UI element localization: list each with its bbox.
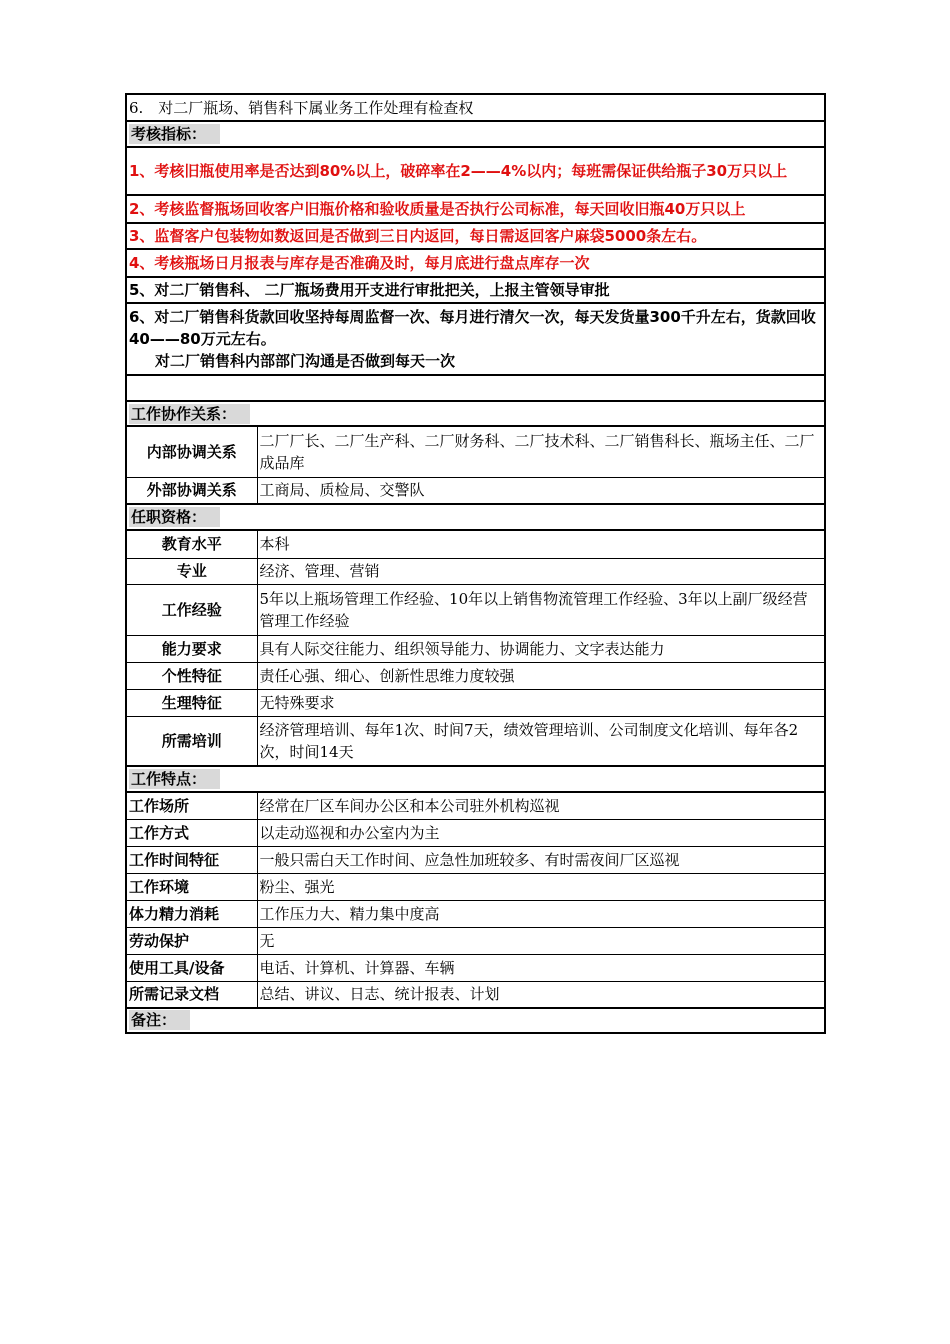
kpi-header: 考核指标： (129, 124, 220, 144)
kpi-row-6 (126, 303, 825, 375)
kpi-row-2 (126, 195, 825, 223)
kpi-header-row (126, 121, 825, 147)
feature-row (126, 954, 825, 981)
kpi-item-3: 3、监督客户包装物如数返回是否做到三日内返回，每日需返回客户麻袋5000条左右。 (126, 223, 825, 249)
feature-value: 一般只需白天工作时间、应急性加班较多、有时需夜间厂区巡视 (257, 846, 825, 873)
internal-coop-value: 二厂厂长、二厂生产科、二厂财务科、二厂技术科、二厂销售科长、瓶场主任、二厂成品库 (257, 426, 825, 477)
qual-row (126, 558, 825, 584)
feature-label: 劳动保护 (126, 927, 257, 954)
qual-value: 责任心强、细心、创新性思维力度较强 (257, 662, 825, 689)
internal-coop-label: 内部协调关系 (126, 426, 257, 477)
qual-value: 本科 (257, 530, 825, 558)
qual-label: 教育水平 (126, 530, 257, 558)
rights-row (126, 94, 825, 121)
feature-row (126, 873, 825, 900)
feature-row (126, 900, 825, 927)
feature-value: 无 (257, 927, 825, 954)
kpi-item-5: 5、对二厂销售科、 二厂瓶场费用开支进行审批把关，上报主管领导审批 (126, 277, 825, 303)
kpi-item-6 (126, 303, 825, 375)
kpi-item-6-text: 6、对二厂销售科货款回收坚持每周监督一次、每月进行清欠一次，每天发货量300千升左右，货款回收40——80万元左右。 (129, 308, 816, 348)
qual-header: 任职资格： (129, 507, 220, 527)
feature-label: 所需记录文档 (126, 981, 257, 1008)
kpi-row-4 (126, 249, 825, 277)
qual-value: 5年以上瓶场管理工作经验、10年以上销售物流管理工作经验、3年以上副厂级经营管理工作经验 (257, 584, 825, 635)
features-header-row (126, 766, 825, 792)
kpi-row-5 (126, 277, 825, 303)
qual-row (126, 584, 825, 635)
qual-value: 经济管理培训、每年1次、时间7天，绩效管理培训、公司制度文化培训、每年各2次，时间14天 (257, 716, 825, 766)
kpi-item-4: 4、考核瓶场日月报表与库存是否准确及时，每月底进行盘点库存一次 (126, 249, 825, 277)
qual-label: 专业 (126, 558, 257, 584)
feature-label: 工作时间特征 (126, 846, 257, 873)
external-coop-value: 工商局、质检局、交警队 (257, 477, 825, 504)
feature-label: 使用工具/设备 (126, 954, 257, 981)
qual-row (126, 635, 825, 662)
qual-label: 生理特征 (126, 689, 257, 716)
qual-value: 经济、管理、营销 (257, 558, 825, 584)
qual-header-row (126, 504, 825, 530)
coop-external-row (126, 477, 825, 504)
qual-label: 工作经验 (126, 584, 257, 635)
kpi-row-1 (126, 147, 825, 195)
coop-header-row (126, 401, 825, 426)
feature-row (126, 927, 825, 954)
kpi-item-7-text: 对二厂销售科内部部门沟通是否做到每天一次 (155, 352, 456, 370)
qual-row (126, 662, 825, 689)
job-description-sheet (125, 93, 824, 1034)
feature-value: 电话、计算机、计算器、车辆 (257, 954, 825, 981)
kpi-item-1: 1、考核旧瓶使用率是否达到80%以上，破碎率在2——4%以内；每班需保证供给瓶子30万只以上 (126, 147, 825, 195)
feature-row (126, 819, 825, 846)
qual-value: 无特殊要求 (257, 689, 825, 716)
feature-label: 体力精力消耗 (126, 900, 257, 927)
coop-header: 工作协作关系： (129, 404, 250, 424)
qual-label: 个性特征 (126, 662, 257, 689)
feature-value: 工作压力大、精力集中度高 (257, 900, 825, 927)
feature-row (126, 846, 825, 873)
feature-label: 工作场所 (126, 792, 257, 819)
blank-row (126, 375, 825, 401)
kpi-item-2: 2、考核监督瓶场回收客户旧瓶价格和验收质量是否执行公司标准，每天回收旧瓶40万只以上 (126, 195, 825, 223)
qual-label: 所需培训 (126, 716, 257, 766)
qual-label: 能力要求 (126, 635, 257, 662)
remarks-header: 备注： (129, 1010, 190, 1030)
feature-label: 工作环境 (126, 873, 257, 900)
external-coop-label: 外部协调关系 (126, 477, 257, 504)
feature-label: 工作方式 (126, 819, 257, 846)
qual-row (126, 716, 825, 766)
qual-value: 具有人际交往能力、组织领导能力、协调能力、文字表达能力 (257, 635, 825, 662)
feature-row (126, 981, 825, 1008)
features-header: 工作特点： (129, 769, 220, 789)
kpi-row-3 (126, 223, 825, 249)
feature-value: 总结、讲议、日志、统计报表、计划 (257, 981, 825, 1008)
qual-row (126, 689, 825, 716)
feature-value: 以走动巡视和办公室内为主 (257, 819, 825, 846)
feature-row (126, 792, 825, 819)
job-table (125, 93, 826, 1034)
remarks-row (126, 1008, 825, 1033)
qual-row (126, 530, 825, 558)
blank-cell (126, 375, 825, 401)
feature-value: 经常在厂区车间办公区和本公司驻外机构巡视 (257, 792, 825, 819)
feature-value: 粉尘、强光 (257, 873, 825, 900)
coop-internal-row (126, 426, 825, 477)
rights-line: 6. 对二厂瓶场、销售科下属业务工作处理有检查权 (126, 94, 825, 121)
